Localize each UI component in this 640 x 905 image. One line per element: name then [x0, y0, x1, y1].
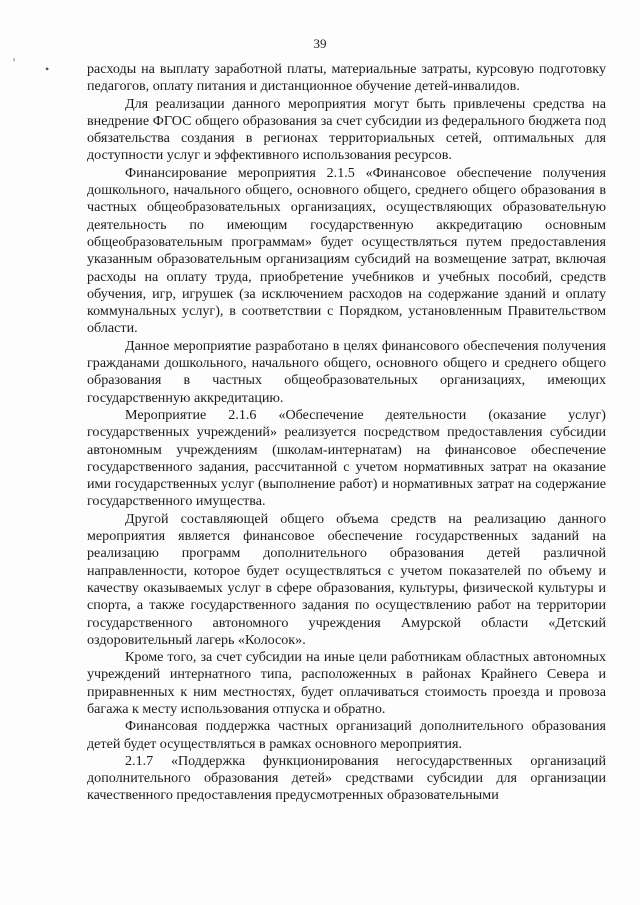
paragraph-measure-purpose: Данное мероприятие разработано в целях финансового обеспечения получения гражданами дошкольного, начального общего, основного общего и среднего общего образования в частных общеобразовательных организациях, имеющих государственную аккредитацию.: [87, 337, 606, 406]
paragraph-private-support: Финансовая поддержка частных организаций дополнительного образования детей будет осуществляться в рамках основного мероприятия.: [87, 718, 606, 752]
paragraph-state-assignments: Другой составляющей общего объема средств на реализацию данного мероприятия является финансовое обеспечение государственных заданий на реализацию программ дополнительного образования детей различной направленности, которое будет осуществляться с учетом показателей по объему и качеству оказываемых услуг в сфере образования, культуры, физической культуры и спорта, а также государственного задания по осуществлению работ на территории государственного автономного учреждения Амурской области «Детский оздоровительный лагерь «Колосок».: [87, 510, 606, 648]
paragraph-fgos-funding: Для реализации данного мероприятия могут быть привлечены средства на внедрение ФГОС общего образования за счет субсидии из федерального бюджета под обязательства создания в регионах территориальных сетей, оптимальных для доступности услуг и эффективного использования ресурсов.: [87, 95, 606, 164]
margin-mark: ': [13, 55, 16, 69]
paragraph-travel-compensation: Кроме того, за счет субсидии на иные цели работникам областных автономных учреждений интернатного типа, расположенных в районах Крайнего Севера и приравненных к ним местностях, будет оплачиваться стоимость проезда и провоза багажа к месту использования отпуска и обратно.: [87, 649, 606, 717]
paragraph-measure-2-1-6: Мероприятие 2.1.6 «Обеспечение деятельности (оказание услуг) государственных учреждений» реализуется посредством предоставления субсидии автономным учреждениям (школам-интернатам) на финансовое обеспечение государственного задания, рассчитанной с учетом нормативных затрат на оказание ими государственных услуг (выполнение работ) и нормативных затрат на содержание государственного имущества.: [87, 406, 606, 510]
margin-mark: •: [45, 62, 50, 76]
document-body: [87, 61, 606, 805]
paragraph-expenses-continued: расходы на выплату заработной платы, материальные затраты, курсовую подготовку педагогов, оплату питания и дистанционное обучение детей-инвалидов.: [87, 61, 606, 95]
page-number: 39: [313, 36, 327, 51]
paragraph-measure-2-1-7: 2.1.7 «Поддержка функционирования негосударственных организаций дополнительного образования детей» средствами субсидии для организации качественного предоставления предусмотренных образовательными: [87, 752, 606, 804]
paragraph-measure-2-1-5: Финансирование мероприятия 2.1.5 «Финансовое обеспечение получения дошкольного, начального общего, основного общего, среднего общего образования в частных общеобразовательных организациях, осуществляющих образовательную деятельность по имеющим государственную аккредитацию основным общеобразовательным программам» будет осуществляться путем предоставления указанным образовательным организациям субсидий на возмещение затрат, включая расходы на оплату труда, приобретение учебников и учебных пособий, средств обучения, игр, игрушек (за исключением расходов на содержание зданий и оплату коммунальных услуг), в соответствии с Порядком, установленным Правительством области.: [87, 164, 606, 337]
